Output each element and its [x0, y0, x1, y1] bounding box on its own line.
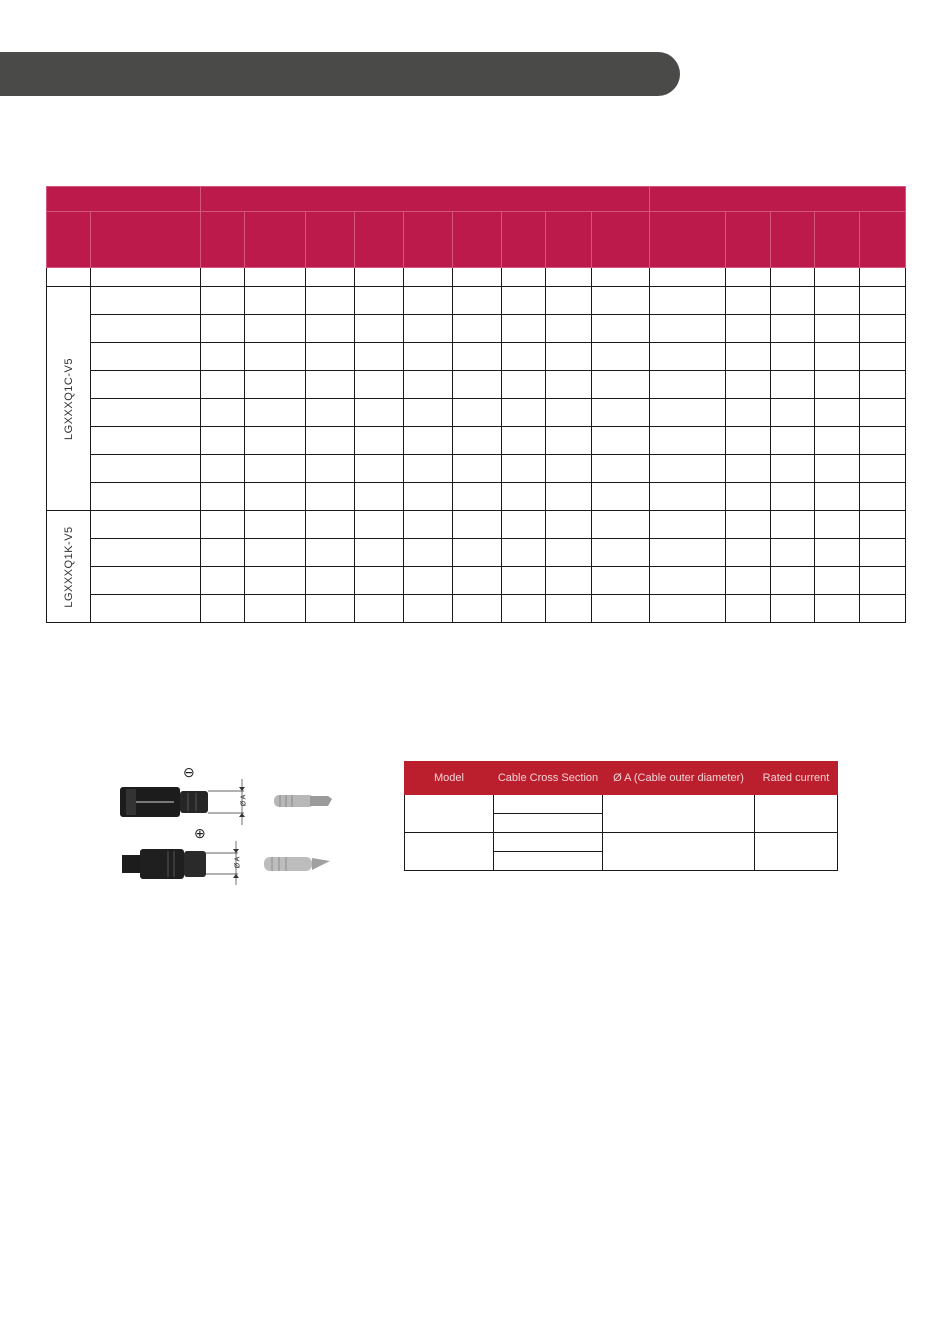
cable-table — [404, 761, 838, 871]
negative-pin-icon — [274, 795, 332, 807]
table-row — [47, 315, 906, 343]
table-row — [47, 595, 906, 623]
table-row — [47, 483, 906, 511]
table-row — [47, 343, 906, 371]
section-header-bar — [0, 52, 680, 96]
positive-pin-icon — [264, 857, 330, 871]
col-header-outer-diameter: Ø A (Cable outer diameter) — [603, 762, 755, 795]
header-cell-other — [650, 187, 906, 212]
model-group-label: LGXXXQ1K-V5 — [62, 525, 75, 608]
specification-table — [46, 186, 906, 623]
positive-connector-icon — [122, 849, 206, 879]
table-row — [47, 371, 906, 399]
table-row — [47, 455, 906, 483]
table-row — [47, 427, 906, 455]
connector-drawing — [112, 765, 342, 885]
table-row — [47, 399, 906, 427]
model-group-label-cell — [47, 511, 91, 623]
table-header-row-top — [47, 187, 906, 212]
connector-figure — [112, 765, 342, 885]
header-cell-electrical — [201, 187, 650, 212]
unit-row — [47, 268, 906, 287]
table-header-row-sub — [47, 212, 906, 268]
negative-connector-icon — [120, 787, 208, 817]
table-row — [405, 795, 838, 814]
dim-label-positive: Ø A — [234, 856, 242, 869]
col-header-rated-current: Rated current — [755, 762, 838, 795]
table-row — [47, 511, 906, 539]
plus-sign-icon: ⊕ — [194, 825, 206, 841]
table-row — [47, 287, 906, 315]
minus-sign-icon: ⊖ — [183, 764, 195, 780]
header-cell-models — [47, 187, 201, 212]
dim-label-negative: Ø A — [240, 794, 248, 807]
model-group-label: LGXXXQ1C-V5 — [62, 357, 75, 440]
model-group-q1k — [47, 511, 906, 623]
col-header-cable-cross-section: Cable Cross Section — [494, 762, 603, 795]
model-group-q1c — [47, 287, 906, 511]
col-header-model: Model — [405, 762, 494, 795]
table-row — [47, 567, 906, 595]
table-row — [405, 833, 838, 852]
cable-table-header — [405, 762, 838, 795]
model-group-label-cell — [47, 287, 91, 511]
table-row — [47, 539, 906, 567]
